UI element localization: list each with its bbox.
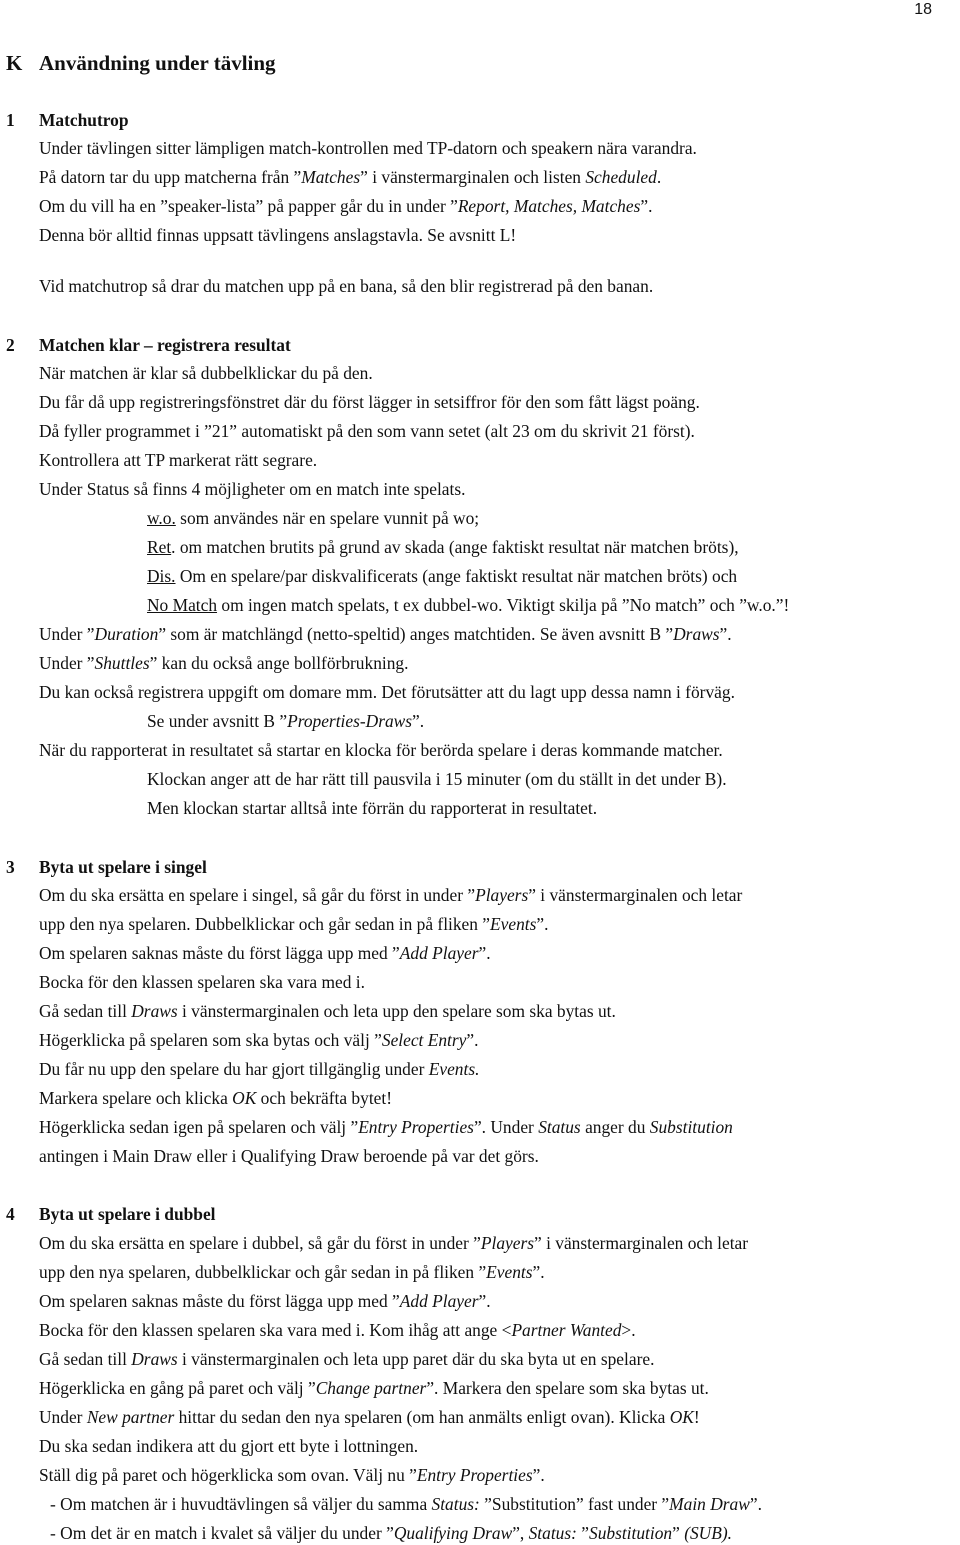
text-run: ”. [640, 196, 653, 216]
text-run: ” som är matchlängd (netto-speltid) anges matchtiden. Se även avsnitt B ” [158, 624, 674, 644]
text-run: ”. [478, 943, 491, 963]
text-run: Partner Wanted [511, 1320, 622, 1340]
text-line [39, 391, 700, 413]
text-run: Shuttles [94, 653, 150, 673]
text-line [39, 420, 695, 442]
text-run: ”. [532, 1465, 545, 1485]
text-run: Status: [431, 1494, 480, 1514]
text-line [147, 565, 737, 587]
text-run: Properties-Draws [287, 711, 413, 731]
text-run: Gå sedan till [39, 1349, 132, 1369]
text-run: ! [693, 1407, 700, 1427]
text-run: - Om det är en match i kvalet så väljer du under ” [50, 1523, 394, 1543]
text-run: i vänstermarginalen och leta upp paret där du ska byta ut en spelare. [177, 1349, 655, 1369]
text-line [39, 1145, 539, 1167]
text-run: Players [480, 1233, 534, 1253]
text-line [147, 710, 424, 732]
section-number: 3 [6, 857, 15, 877]
text-run: Draws [131, 1349, 178, 1369]
text-run: Entry Properties [358, 1117, 474, 1137]
text-line [39, 1058, 479, 1080]
text-line [39, 478, 465, 500]
text-run: OK [669, 1407, 694, 1427]
text-run: Under [39, 1407, 87, 1427]
section-number: 2 [6, 335, 15, 355]
text-run: Bocka för den klassen spelaren ska vara med i. [39, 972, 365, 992]
text-line [147, 797, 597, 819]
text-line [50, 1522, 732, 1544]
text-run: ” i vänstermarginalen och letar [534, 1233, 749, 1253]
text-run: (SUB). [684, 1523, 732, 1543]
text-run: När matchen är klar så dubbelklickar du på den. [39, 363, 373, 383]
text-line [39, 1348, 654, 1370]
text-run: Main Draw [669, 1494, 750, 1514]
chapter-title: Användning under tävling [39, 51, 276, 75]
section-number: 4 [6, 1204, 15, 1224]
text-line [39, 362, 373, 384]
text-run: Se under avsnitt B ” [147, 711, 288, 731]
text-run: om ingen match spelats, t ex dubbel-wo. Viktigt skilja på ”No match” och ”w.o.”! [217, 595, 790, 615]
text-run: Report, Matches, Matches [457, 196, 641, 216]
text-run: Bocka för den klassen spelaren ska vara med i. Kom ihåg att ange < [39, 1320, 512, 1340]
text-line [39, 913, 548, 935]
text-run: Vid matchutrop så drar du matchen upp på en bana, så den blir registrerad på den banan. [39, 276, 654, 296]
text-run: ” [672, 1523, 685, 1543]
text-run: i vänstermarginalen och leta upp den spelare som ska bytas ut. [177, 1001, 616, 1021]
text-run: Substitution [589, 1523, 673, 1543]
text-line [39, 884, 742, 906]
text-run: ” [576, 1523, 589, 1543]
text-run: Denna bör alltid finnas uppsatt tävlingens anslagstavla. Se avsnitt L! [39, 225, 517, 245]
text-line [39, 652, 408, 674]
text-line [39, 224, 516, 246]
text-line [39, 1116, 733, 1138]
text-line [147, 768, 727, 790]
text-run: w.o. [147, 508, 176, 528]
text-run: ”. [749, 1494, 762, 1514]
text-run: Substitution [649, 1117, 733, 1137]
text-line [39, 195, 652, 217]
section-title: Byta ut spelare i singel [39, 857, 207, 877]
text-line [39, 449, 317, 471]
text-run: hittar du sedan den nya spelaren (om han anmälts enligt ovan). Klicka [174, 1407, 670, 1427]
text-line [147, 507, 479, 529]
text-line [39, 137, 697, 159]
text-line [39, 1261, 545, 1283]
text-run: . om matchen brutits på grund av skada (ange faktiskt resultat när matchen bröts), [171, 537, 739, 557]
text-run: Men klockan startar alltså inte förrän du rapporterat in resultatet. [147, 798, 598, 818]
text-run: Events [490, 914, 537, 934]
section-number: 1 [6, 110, 15, 130]
text-run: anger du [580, 1117, 650, 1137]
text-run: - Om matchen är i huvudtävlingen så väljer du samma [50, 1494, 432, 1514]
text-run: Change partner [315, 1378, 427, 1398]
text-run: ”. [478, 1291, 491, 1311]
text-line [39, 681, 735, 703]
text-run: Om du ska ersätta en spelare i singel, så går du först in under ” [39, 885, 476, 905]
text-line [39, 1087, 392, 1109]
text-run: Add Player [399, 943, 479, 963]
text-run: När du rapporterat in resultatet så startar en klocka för berörda spelare i deras kommande matcher. [39, 740, 723, 760]
text-run: och bekräfta bytet! [256, 1088, 392, 1108]
text-run: ”. [466, 1030, 479, 1050]
text-run: ” i vänstermarginalen och listen [360, 167, 586, 187]
text-run: ”. Markera den spelare som ska bytas ut. [426, 1378, 709, 1398]
text-run: Under ” [39, 653, 95, 673]
text-line [50, 1493, 762, 1515]
text-run: Om du ska ersätta en spelare i dubbel, så går du först in under ” [39, 1233, 481, 1253]
text-run: Kontrollera att TP markerat rätt segrare. [39, 450, 318, 470]
text-run: ”Substitution” fast under ” [479, 1494, 670, 1514]
text-run: På datorn tar du upp matcherna från ” [39, 167, 302, 187]
text-run: Add Player [399, 1291, 479, 1311]
text-run: Du ska sedan indikera att du gjort ett byte i lottningen. [39, 1436, 419, 1456]
text-run: Ret [147, 537, 172, 557]
text-line [39, 1290, 491, 1312]
text-run: Entry Properties [416, 1465, 533, 1485]
text-run: antingen i Main Draw eller i Qualifying Draw beroende på var det görs. [39, 1146, 539, 1166]
text-run: Draws [673, 624, 720, 644]
text-line [39, 1232, 748, 1254]
text-line [39, 275, 653, 297]
text-run: Scheduled [585, 167, 657, 187]
section-title: Matchen klar – registrera resultat [39, 335, 291, 355]
text-run: ”. [536, 914, 549, 934]
text-line [39, 166, 661, 188]
section-title: Matchutrop [39, 110, 129, 130]
text-run: OK [232, 1088, 257, 1108]
text-line [147, 536, 739, 558]
text-line [147, 594, 789, 616]
text-run: Högerklicka en gång på paret och välj ” [39, 1378, 316, 1398]
text-run: >. [621, 1320, 636, 1340]
text-run: Select Entry [381, 1030, 467, 1050]
text-line [39, 1377, 709, 1399]
text-line [39, 1319, 636, 1341]
text-run: Om spelaren saknas måste du först lägga upp med ” [39, 1291, 400, 1311]
text-run: Om en spelare/par diskvalificerats (ange faktiskt resultat när matchen bröts) och [175, 566, 738, 586]
text-line [39, 1000, 616, 1022]
text-run: . [656, 167, 662, 187]
text-run: Då fyller programmet i ”21” automatiskt på den som vann setet (alt 23 om du skrivit 21 först). [39, 421, 695, 441]
text-line [39, 1435, 418, 1457]
text-run: Ställ dig på paret och högerklicka som ovan. Välj nu ” [39, 1465, 417, 1485]
text-run: som användes när en spelare vunnit på wo; [175, 508, 480, 528]
text-run: Duration [94, 624, 159, 644]
text-run: Du får då upp registreringsfönstret där du först lägger in setsiffror för den som fått lägst poäng. [39, 392, 700, 412]
text-run: Högerklicka på spelaren som ska bytas och välj ” [39, 1030, 382, 1050]
text-run: New partner [86, 1407, 175, 1427]
section-title: Byta ut spelare i dubbel [39, 1204, 216, 1224]
text-run: Gå sedan till [39, 1001, 132, 1021]
page-number: 18 [914, 1, 932, 18]
text-run: Dis. [147, 566, 176, 586]
text-run: ”. [719, 624, 732, 644]
text-run: Du kan också registrera uppgift om domare mm. Det förutsätter att du lagt upp dessa namn i förväg. [39, 682, 735, 702]
text-run: Events. [428, 1059, 480, 1079]
text-line [39, 623, 732, 645]
text-run: Högerklicka sedan igen på spelaren och välj ” [39, 1117, 359, 1137]
text-line [39, 1029, 478, 1051]
text-run: ” i vänstermarginalen och letar [528, 885, 743, 905]
text-run: ”. [532, 1262, 545, 1282]
text-run: Draws [131, 1001, 178, 1021]
text-run: upp den nya spelaren, dubbelklickar och går sedan in på fliken ” [39, 1262, 487, 1282]
chapter-letter: K [6, 51, 23, 75]
text-run: Under tävlingen sitter lämpligen match-kontrollen med TP-datorn och speakern nära varandra. [39, 138, 697, 158]
text-run: Du får nu upp den spelare du har gjort tillgänglig under [39, 1059, 429, 1079]
text-line [39, 971, 365, 993]
text-run: Markera spelare och klicka [39, 1088, 233, 1108]
text-line [39, 739, 723, 761]
text-line [39, 1464, 545, 1486]
text-run: Om du vill ha en ”speaker-lista” på papper går du in under ” [39, 196, 458, 216]
text-run: Status: [528, 1523, 577, 1543]
text-run: Under Status så finns 4 möjligheter om en match inte spelats. [39, 479, 466, 499]
text-run: Matches [301, 167, 361, 187]
text-run: upp den nya spelaren. Dubbelklickar och går sedan in på fliken ” [39, 914, 491, 934]
text-run: ”. [412, 711, 425, 731]
text-line [39, 942, 491, 964]
text-run: ”, [512, 1523, 529, 1543]
text-run: Status [538, 1117, 581, 1137]
text-line [39, 1406, 700, 1428]
text-run: ”. Under [473, 1117, 539, 1137]
text-run: No Match [147, 595, 218, 615]
text-run: Klockan anger att de har rätt till pausvila i 15 minuter (om du ställt in det under B). [147, 769, 727, 789]
text-run: ” kan du också ange bollförbrukning. [149, 653, 409, 673]
text-run: Players [475, 885, 529, 905]
text-run: Events [486, 1262, 533, 1282]
text-run: Om spelaren saknas måste du först lägga upp med ” [39, 943, 400, 963]
text-run: Qualifying Draw [393, 1523, 513, 1543]
text-run: Under ” [39, 624, 95, 644]
